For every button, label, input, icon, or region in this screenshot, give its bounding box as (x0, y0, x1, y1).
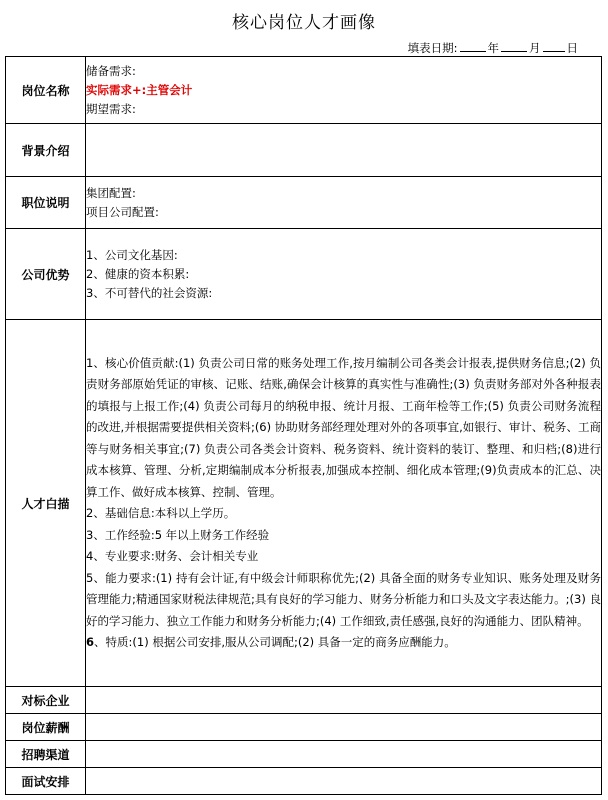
major-requirement: 4、专业要求:财务、会计相关专业 (86, 549, 259, 563)
talent-label: 人才白描 (6, 320, 86, 687)
channel-cell[interactable] (86, 741, 602, 768)
reserve-demand: 储备需求: (86, 63, 136, 78)
advantage-item: 3、不可替代的社会资源: (86, 285, 213, 300)
quality (86, 632, 601, 654)
year-blank[interactable] (460, 41, 486, 52)
benchmark-label: 对标企业 (6, 687, 86, 714)
row-job-desc (6, 177, 602, 229)
row-salary (6, 714, 602, 741)
month-label: 月 (529, 41, 541, 55)
talent-profile-table (5, 56, 602, 795)
row-interview (6, 768, 602, 795)
row-talent (6, 320, 602, 687)
row-background (6, 124, 602, 177)
benchmark-cell[interactable] (86, 687, 602, 714)
advantages-cell[interactable] (86, 229, 602, 320)
interview-cell[interactable] (86, 768, 602, 795)
work-experience: 3、工作经验:5 年以上财务工作经验 (86, 527, 270, 542)
ability-requirement: 5、能力要求:(1) 持有会计证,有中级会计师职称优先;(2) 具备全面的财务专业知识、账务处理及财务管理能力;精通国家财税法律规范;具有良好的学习能力、财务分析能力和口头及文字表达能力。;(3) 良好的学习能力、独立工作能力和财务分析能力;(4) 工作细致,责任感强,良好的沟通能力、团队精神。 (86, 570, 601, 628)
position-name-label: 岗位名称 (6, 57, 86, 124)
job-desc-label: 职位说明 (6, 177, 86, 229)
row-position-name (6, 57, 602, 124)
fill-date-label: 填表日期: (407, 41, 458, 55)
job-desc-cell[interactable] (86, 177, 602, 229)
background-label: 背景介绍 (6, 124, 86, 177)
project-config: 项目公司配置: (86, 204, 159, 219)
core-value: 1、核心价值贡献:(1) 负责公司日常的账务处理工作,按月编制公司各类会计报表,提供财务信息;(2) 负责财务部原始凭证的审核、记账、结账,确保会计核算的真实性与准确性;(3) 负责财务部对外各种报表的填报与上报工作;(4) 负责公司每月的纳税申报、统计月报、工商年检等工作;(5) 负责公司财务流程的改进,并根据需要提供相关资料;(6) 协助财务部经理处理对外的各项事宜,如银行、审计、税务、工商等与财务相关事宜;(7) 负责公司各类会计资料、税务资料、统计资料的装订、整理、和归档;(8)进行成本核算、管理、分析,定期编制成本分析报表,加强成本控制、细化成本管理;(9)负责成本的汇总、决算工作、做好成本核算、控制、管理。 (86, 355, 601, 499)
row-benchmark (6, 687, 602, 714)
position-name-cell[interactable] (86, 57, 602, 124)
advantage-item: 2、健康的资本积累: (86, 266, 190, 281)
quality-number: 6 (86, 635, 95, 649)
day-blank[interactable] (543, 41, 565, 52)
day-label: 日 (566, 41, 578, 55)
advantage-item: 1、公司文化基因: (86, 247, 178, 262)
background-cell[interactable] (86, 124, 602, 177)
month-blank[interactable] (501, 41, 527, 52)
quality-text: 、特质:(1) 根据公司安排,服从公司调配;(2) 具备一定的商务应酬能力。 (94, 635, 456, 649)
channel-label: 招聘渠道 (6, 741, 86, 768)
salary-cell[interactable] (86, 714, 602, 741)
actual-demand: 实际需求+:主管会计 (86, 82, 193, 97)
expected-demand: 期望需求: (86, 101, 136, 116)
basic-info: 2、基础信息:本科以上学历。 (86, 506, 236, 520)
advantages-label: 公司优势 (6, 229, 86, 320)
fill-date (408, 40, 578, 56)
talent-cell[interactable] (86, 320, 602, 687)
group-config: 集团配置: (86, 185, 136, 200)
salary-label: 岗位薪酬 (6, 714, 86, 741)
row-advantages (6, 229, 602, 320)
page-title: 核心岗位人才画像 (232, 13, 376, 33)
interview-label: 面试安排 (6, 768, 86, 795)
year-label: 年 (487, 41, 499, 55)
row-channel (6, 741, 602, 768)
